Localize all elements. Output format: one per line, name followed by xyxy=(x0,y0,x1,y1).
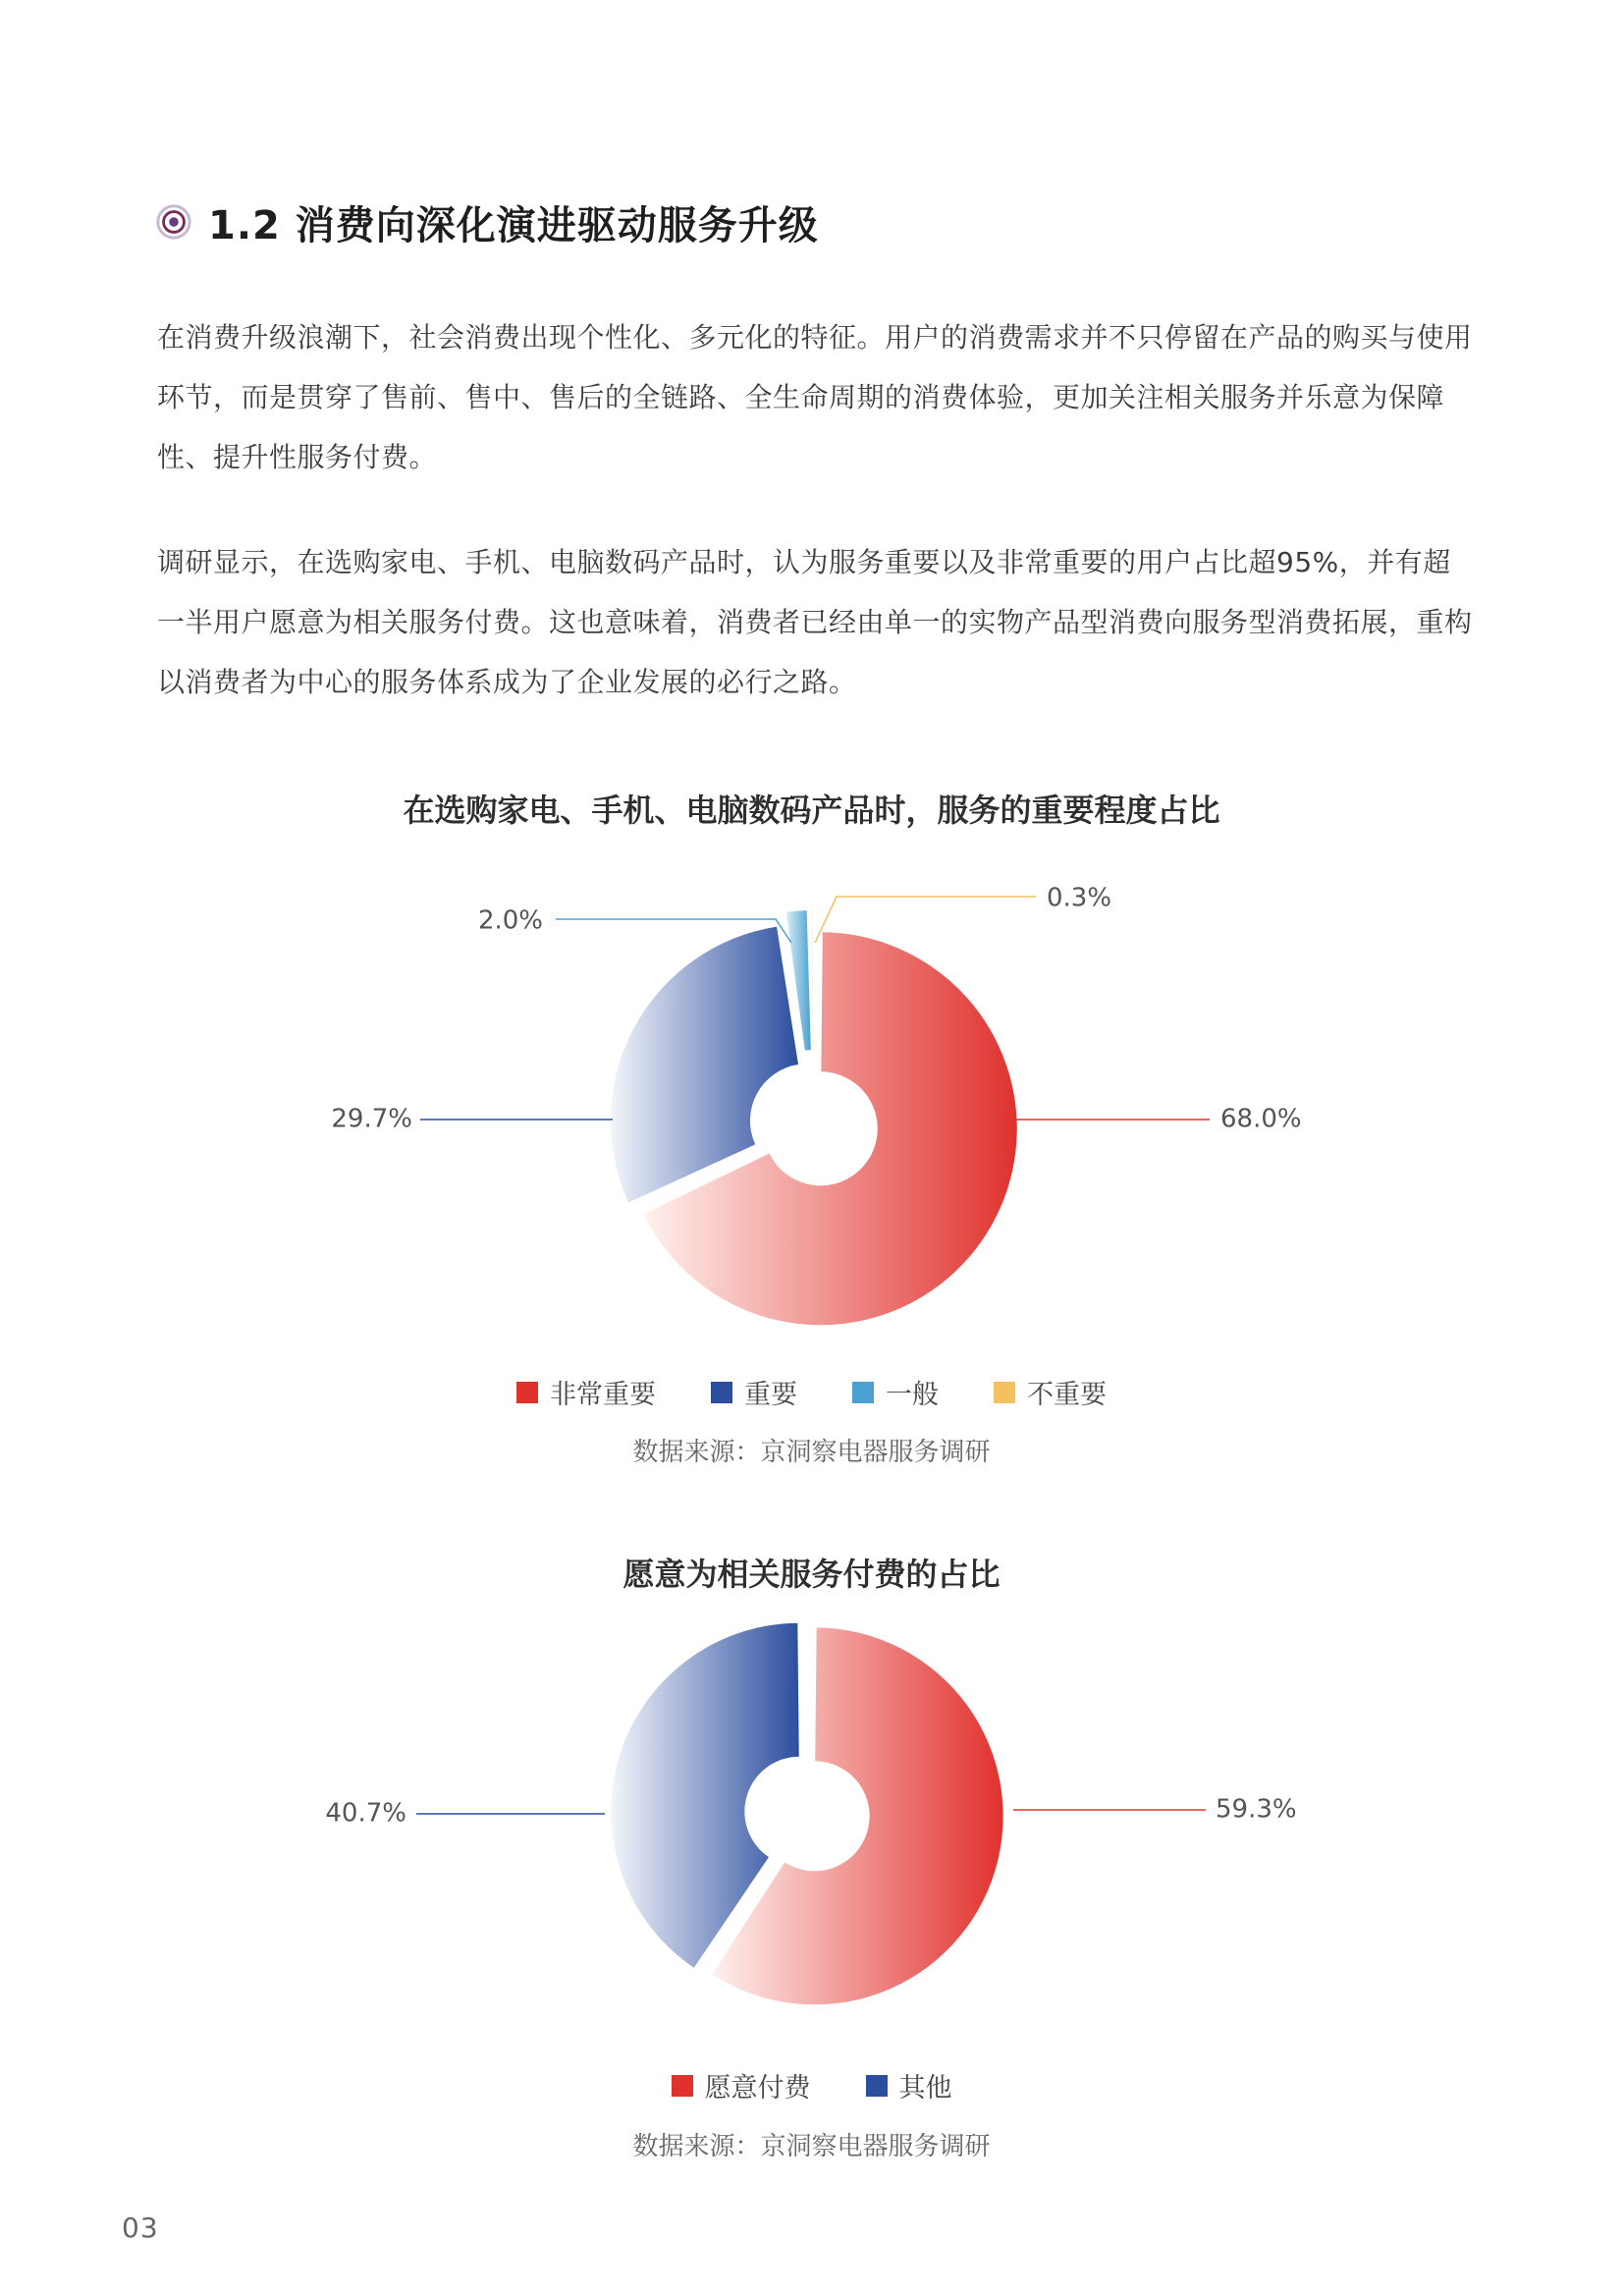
chart-2-legend xyxy=(0,2066,1623,2105)
chart-1-legend-label-1: 非常重要 xyxy=(550,1380,656,1410)
chart-1-legend-swatch-2 xyxy=(711,1382,732,1403)
chart-2-legend-item-2 xyxy=(866,2066,952,2105)
chart-1-source: 数据来源：京洞察电器服务调研 xyxy=(632,1438,991,1467)
chart-1-legend-item-3 xyxy=(852,1373,939,1411)
section-heading xyxy=(155,192,819,251)
chart-1-legend-swatch-3 xyxy=(852,1382,874,1403)
chart-2-title: 愿意为相关服务付费的占比 xyxy=(622,1556,1001,1593)
chart-2-donut xyxy=(0,1615,1623,2038)
section-number: 1.2 xyxy=(208,202,281,248)
chart-1-legend-item-2 xyxy=(711,1373,797,1411)
chart-2-legend-swatch-2 xyxy=(866,2075,888,2097)
chart-1-data-label-2: 29.7% xyxy=(331,1104,412,1134)
chart-1-data-label-1: 68.0% xyxy=(1220,1104,1302,1134)
target-circle-icon xyxy=(155,203,192,241)
chart-1-legend-label-3: 一般 xyxy=(886,1380,939,1410)
chart-2-legend-item-1 xyxy=(672,2066,811,2105)
section-title-text: 消费向深化演进驱动服务升级 xyxy=(295,202,819,248)
chart-2-legend-label-2: 其他 xyxy=(898,2073,952,2104)
chart-1-legend-swatch-1 xyxy=(516,1382,538,1403)
chart-2-legend-swatch-1 xyxy=(672,2075,693,2097)
page-number: 03 xyxy=(122,2212,159,2244)
chart-1-title: 在选购家电、手机、电脑数码产品时，服务的重要程度占比 xyxy=(403,792,1220,829)
chart-2-data-label-2: 40.7% xyxy=(325,1798,406,1829)
chart-1-legend xyxy=(0,1373,1623,1411)
chart-2-data-label-1: 59.3% xyxy=(1216,1794,1297,1825)
chart-1-legend-item-1 xyxy=(516,1373,656,1411)
chart-2-legend-label-1: 愿意付费 xyxy=(704,2073,811,2104)
chart-1-slice-4 xyxy=(812,906,814,1046)
chart-2-source: 数据来源：京洞察电器服务调研 xyxy=(632,2132,991,2161)
chart-1-data-label-3: 2.0% xyxy=(477,905,543,936)
chart-1-legend-label-4: 不重要 xyxy=(1027,1380,1107,1410)
section-title xyxy=(208,194,819,250)
chart-1-data-label-4: 0.3% xyxy=(1047,883,1112,913)
chart-1-donut xyxy=(0,854,1623,1345)
chart-1-legend-label-2: 重要 xyxy=(744,1380,797,1410)
intro-paragraph: 在消费升级浪潮下，社会消费出现个性化、多元化的特征。用户的消费需求并不只停留在产品的购买与使用环节，而是贯穿了售前、售中、售后的全链路、全生命周期的消费体验，更加关注相关服务并乐意为保障性、提升性服务付费。 xyxy=(157,321,1473,473)
chart-1-legend-item-4 xyxy=(994,1373,1107,1411)
survey-paragraph: 调研显示，在选购家电、手机、电脑数码产品时，认为服务重要以及非常重要的用户占比超95%，并有超一半用户愿意为相关服务付费。这也意味着，消费者已经由单一的实物产品型消费向服务型消费拓展，重构以消费者为中心的服务体系成为了企业发展的必行之路。 xyxy=(157,546,1473,698)
chart-1-legend-swatch-4 xyxy=(994,1382,1015,1403)
